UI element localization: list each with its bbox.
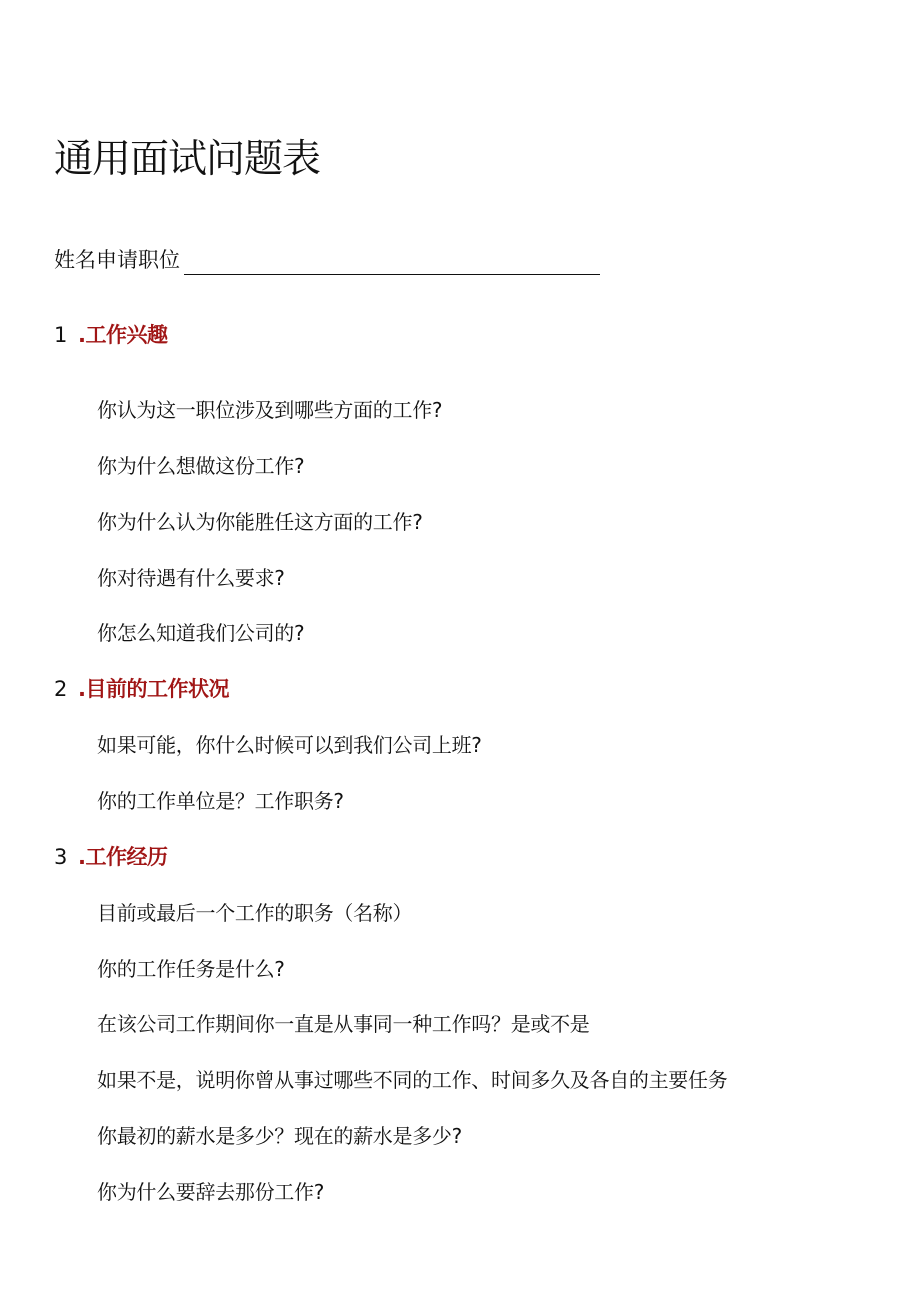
section-heading-work-interest [54, 320, 167, 350]
question-item: 如果不是，说明你曾从事过哪些不同的工作、时间多久及各自的主要任务 [97, 1068, 728, 1092]
section-heading-current-work [54, 674, 229, 704]
question-item: 目前或最后一个工作的职务（名称） [97, 901, 413, 925]
page-title: 通用面试问题表 [54, 137, 321, 182]
question-item: 你最初的薪水是多少？现在的薪水是多少? [97, 1124, 462, 1148]
question-item: 在该公司工作期间你一直是从事同一种工作吗？是或不是 [97, 1012, 590, 1036]
section-title: .工作经历 [78, 845, 168, 869]
question-item: 你的工作单位是？工作职务? [97, 789, 344, 813]
question-item: 你为什么要辞去那份工作? [97, 1180, 325, 1204]
question-item: 你认为这一职位涉及到哪些方面的工作? [97, 398, 443, 422]
section-heading-work-history [54, 842, 167, 872]
question-item: 你的工作任务是什么? [97, 957, 285, 981]
question-item: 你对待遇有什么要求? [97, 566, 285, 590]
section-number: 1 [54, 323, 68, 347]
question-item: 你怎么知道我们公司的? [97, 621, 305, 645]
question-item: 你为什么想做这份工作? [97, 454, 305, 478]
section-number: 3 [54, 845, 68, 869]
section-title: .工作兴趣 [78, 323, 168, 347]
name-position-field [54, 245, 600, 275]
question-item: 你为什么认为你能胜任这方面的工作? [97, 510, 423, 534]
section-title: .目前的工作状况 [78, 677, 229, 701]
question-item: 如果可能，你什么时候可以到我们公司上班? [97, 733, 482, 757]
name-position-label: 姓名申请职位 [54, 248, 180, 272]
section-number: 2 [54, 677, 68, 701]
name-position-blank-line [184, 250, 600, 275]
